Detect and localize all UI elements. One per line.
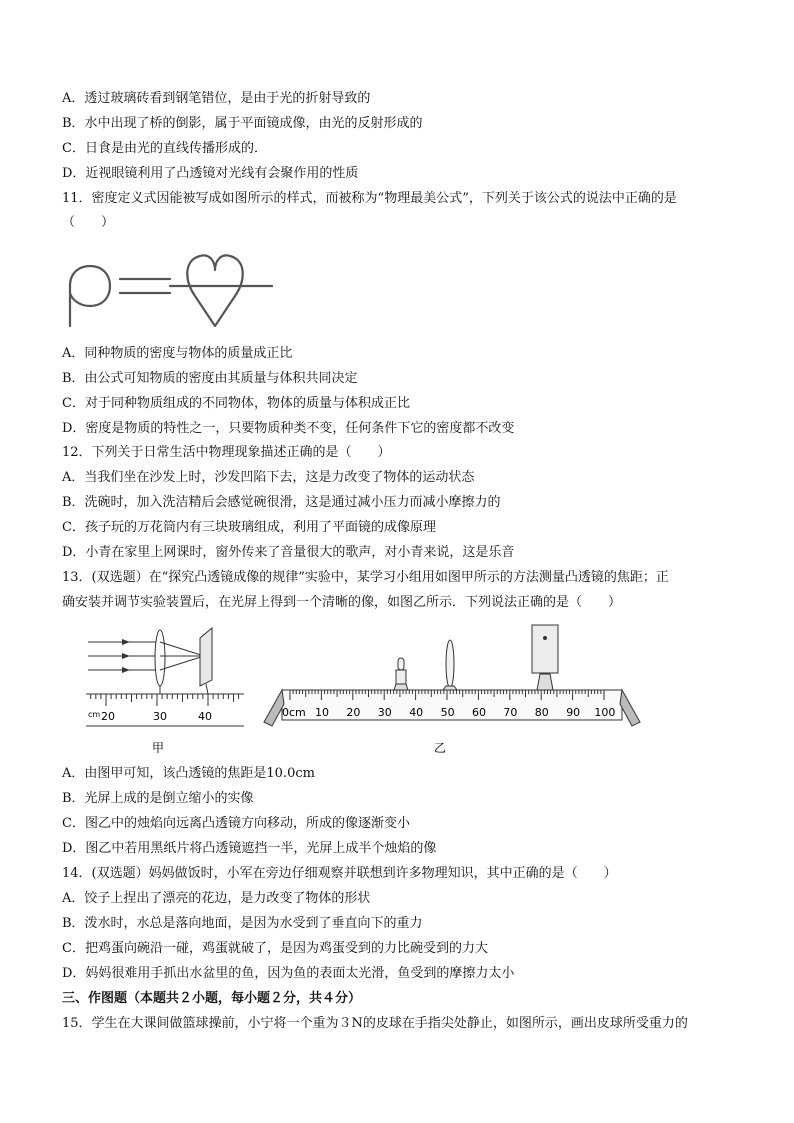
q11-stem-bracket: （ ） [62,215,115,230]
ruler-left-unit: cm [88,710,101,719]
q10-option-a: A．透过玻璃砖看到钢笔错位，是由于光的折射导致的 [62,91,371,106]
ray-arrow-3 [122,667,130,673]
q14-option-b: B．泼水时，水总是落向地面，是因为水受到了垂直向下的重力 [62,916,423,931]
holder-screen [537,674,553,690]
candle [396,670,406,684]
ruler-right-label: 0cm [282,706,306,719]
bench-left-leg [264,690,284,726]
ruler-right-label: 50 [440,706,455,719]
figure-label-yi: 乙 [434,741,447,755]
heart-shape [187,255,242,326]
q11-option-c: C．对于同种物质组成的不同物体，物体的质量与体积成正比 [62,396,410,411]
ruler-right-label: 80 [534,706,549,719]
q11-option-d: D．密度是物质的特性之一，只要物质种类不变，任何条件下它的密度都不改变 [62,421,515,436]
screen-on-bench [532,625,558,673]
ruler-right-label: 20 [346,706,361,719]
ray-arrow-2 [122,653,130,659]
q14-option-c: C．把鸡蛋向碗沿一碰，鸡蛋就破了，是因为鸡蛋受到的力比碗受到的力大 [62,941,488,956]
q11-option-b: B．由公式可知物质的密度由其质量与体积共同决定 [62,371,358,386]
convex-lens [155,630,165,686]
ruler-left-label-40: 40 [198,710,212,723]
q13-option-a: A．由图甲可知，该凸透镜的焦距是10.0cm [62,766,315,781]
focal-length-figure [86,620,246,760]
section-heading: 三、作图题（本题共２小题，每小题２分，共４分） [62,991,362,1006]
ruler-left-label-30: 30 [153,710,167,723]
q10-option-d: D．近视眼镜利用了凸透镜对光线有会聚作用的性质 [62,166,359,181]
ruler-right-label: 40 [409,706,424,719]
ray-arrow-1 [122,639,130,645]
q14-option-a: A．饺子上捏出了漂亮的花边，是力改变了物体的形状 [62,891,371,906]
q10-option-b: B．水中出现了桥的倒影，属于平面镜成像，由光的反射形成的 [62,116,423,131]
q13-stem: 13．(双选题）在“探究凸透镜成像的规律”实验中，某学习小组用如图甲所示的方法测量凸透镜的焦距；正 [62,570,669,585]
refracted-ray-1 [160,642,204,656]
q13-stem-cont: 确安装并调节实验装置后，在光屏上得到一个清晰的像，如图乙所示．下列说法正确的是（ ） [62,595,622,610]
q15-stem: 15．学生在大课间做篮球操前，小宁将一个重为３N的皮球在手指尖处静止，如图所示，画出皮球所受重力的 [62,1016,688,1031]
holder-lens [443,686,457,690]
ruler-right-label: 30 [377,706,392,719]
optical-bench-figure [262,620,642,760]
ruler-right-label: 10 [315,706,329,719]
ruler-right-label: 100 [594,706,616,719]
image-on-screen [544,637,547,640]
figure-label-jia: 甲 [152,741,165,755]
q14-stem: 14．(双选题）妈妈做饭时，小军在旁边仔细观察并联想到许多物理知识，其中正确的是（ ） [62,866,617,881]
q14-option-d: D．妈妈很难用手抓出水盆里的鱼，因为鱼的表面太光滑，鱼受到的摩擦力太小 [62,966,515,981]
q12-option-c: C．孩子玩的万花筒内有三块玻璃组成，利用了平面镜的成像原理 [62,520,436,535]
ruler-right-label: 60 [472,706,486,719]
q11-stem: 11．密度定义式因能被写成如图所示的样式，而被称为“物理最美公式”，下列关于该公式的说法中正确的是 [62,191,677,206]
bench-right-leg [620,690,640,726]
density-formula-figure [62,238,277,333]
candle-flame [398,658,404,670]
light-screen [200,628,212,686]
q12-stem: 12．下列关于日常生活中物理现象描述正确的是（ ） [62,445,391,460]
ruler-right-label: 70 [503,706,518,719]
q12-option-d: D．小青在家里上网课时，窗外传来了音量很大的歌声，对小青来说，这是乐音 [62,545,515,560]
refracted-ray-3 [160,656,204,670]
screen-stand [206,684,208,694]
q13-option-b: B．光屏上成的是倒立缩小的实像 [62,791,254,806]
q10-option-c: C．日食是由光的直线传播形成的． [62,141,267,156]
lens-on-bench [446,640,454,688]
ruler-left-label-20: 20 [101,710,115,723]
rho-symbol [70,266,110,326]
q12-option-b: B．洗碗时，加入洗洁精后会感觉碗很滑，这是通过减小压力而减小摩擦力的 [62,495,501,510]
q12-option-a: A．当我们坐在沙发上时，沙发凹陷下去，这是力改变了物体的运动状态 [62,470,475,485]
ruler-left-ticks [91,694,239,706]
q13-option-d: D．图乙中若用黑纸片将凸透镜遮挡一半，光屏上成半个烛焰的像 [62,841,437,856]
ruler-right-label: 90 [566,706,581,719]
q13-option-c: C．图乙中的烛焰向远离凸透镜方向移动，所成的像逐渐变小 [62,816,410,831]
holder-candle [394,684,408,690]
q11-option-a: A．同种物质的密度与物体的质量成正比 [62,346,293,361]
